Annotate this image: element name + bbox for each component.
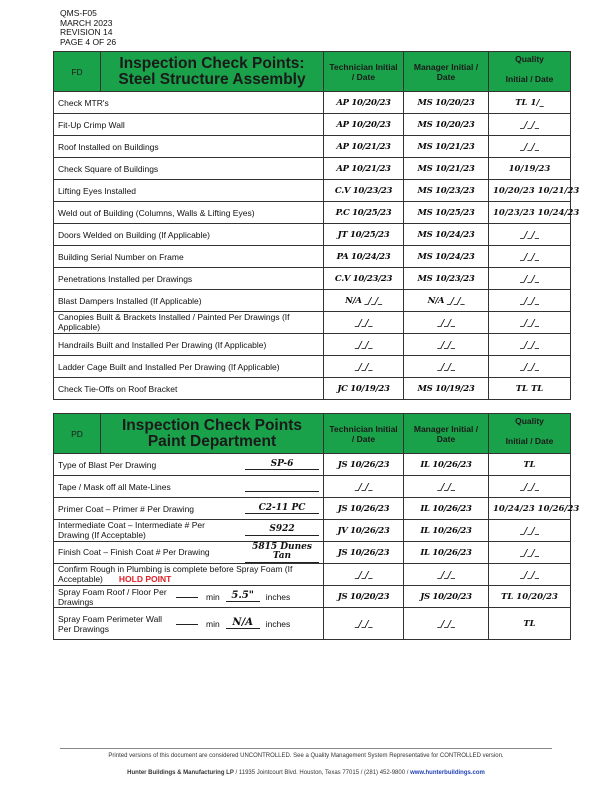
- paint-row-label: Intermediate Coat – Intermediate # Per Drawing (If Acceptable): [58, 520, 205, 540]
- footer-company: Hunter Buildings & Manufacturing LP: [127, 770, 234, 776]
- steel-row-manager: _/_/_: [404, 356, 489, 378]
- steel-row-manager: MS 10/20/23: [404, 92, 489, 114]
- steel-title-cell: [54, 52, 324, 92]
- steel-row: [54, 158, 571, 180]
- paint-row-quality: _/_/_: [489, 564, 571, 586]
- steel-row-quality: _/_/_: [489, 290, 571, 312]
- steel-row: [54, 268, 571, 290]
- steel-row: [54, 312, 571, 334]
- steel-row: [54, 224, 571, 246]
- footer-url: www.hunterbuildings.com: [410, 770, 485, 776]
- steel-row-label: Lifting Eyes Installed: [54, 180, 324, 202]
- paint-row-manager: _/_/_: [404, 564, 489, 586]
- steel-inspection-table: [53, 51, 580, 400]
- steel-row-technician: N/A _/_/_: [324, 290, 404, 312]
- min-label: min: [206, 618, 220, 629]
- steel-row-label: Canopies Built & Brackets Installed / Painted Per Drawings (If Applicable): [54, 312, 324, 334]
- paint-title-line1: Inspection Check Points: [121, 416, 302, 434]
- steel-row-manager: MS 10/21/23: [404, 158, 489, 180]
- steel-row-technician: JC 10/19/23: [324, 378, 404, 400]
- paint-col-technician: Technician Initial / Date: [324, 414, 404, 454]
- footer-divider: [60, 748, 552, 749]
- paint-row-label: Confirm Rough in Plumbing is complete before Spray Foam (If Acceptable): [58, 564, 293, 584]
- paint-row: [54, 520, 571, 542]
- steel-row-label: Roof Installed on Buildings: [54, 136, 324, 158]
- steel-row-label: Check Tie-Offs on Roof Bracket: [54, 378, 324, 400]
- paint-quality-top: Quality: [515, 416, 544, 426]
- steel-row-manager: MS 10/24/23: [404, 246, 489, 268]
- steel-row-label: Check MTR's: [54, 92, 324, 114]
- steel-row-quality: _/_/_: [489, 224, 571, 246]
- paint-row: [54, 542, 571, 564]
- paint-row-manager: IL 10/26/23: [404, 498, 489, 520]
- paint-row-label-cell: [54, 520, 324, 542]
- steel-row-technician: _/_/_: [324, 312, 404, 334]
- paint-row-manager: _/_/_: [404, 608, 489, 640]
- steel-col-quality: [489, 52, 571, 92]
- paint-row-label: Type of Blast Per Drawing: [58, 459, 157, 470]
- steel-quality-bottom: Initial / Date: [505, 74, 554, 84]
- paint-row-manager: IL 10/26/23: [404, 454, 489, 476]
- steel-row-label: Check Square of Buildings: [54, 158, 324, 180]
- paint-row-label: Tape / Mask off all Mate-Lines: [58, 481, 171, 492]
- paint-row: [54, 498, 571, 520]
- form-id: QMS-F05: [60, 8, 97, 18]
- min-blank-line: [176, 623, 198, 625]
- footer-notice: Printed versions of this document are considered UNCONTROLLED. See a Quality Management System Representative for CONTROLLED version.: [108, 753, 504, 759]
- paint-row-quality: _/_/_: [489, 542, 571, 564]
- paint-row-technician: JV 10/26/23: [324, 520, 404, 542]
- paint-quality-bottom: Initial / Date: [505, 436, 554, 446]
- steel-row-label: Blast Dampers Installed (If Applicable): [54, 290, 324, 312]
- steel-row: [54, 114, 571, 136]
- paint-row-label: Spray Foam Roof / Floor Per Drawings: [58, 586, 167, 607]
- steel-row-quality: _/_/_: [489, 312, 571, 334]
- steel-row-quality: TL 1/_: [489, 92, 571, 114]
- paint-row-label-cell: [54, 498, 324, 520]
- steel-row: [54, 356, 571, 378]
- drawing-value: C2-11 PC: [245, 503, 319, 514]
- paint-row: [54, 476, 571, 498]
- steel-row: [54, 246, 571, 268]
- unit-label: inches: [265, 618, 291, 629]
- footer-company-line: [0, 770, 612, 776]
- steel-title-line2: Steel Structure Assembly: [118, 70, 306, 88]
- steel-row-technician: AP 10/20/23: [324, 114, 404, 136]
- steel-row: [54, 378, 571, 400]
- document-header: [60, 9, 116, 47]
- steel-row-technician: AP 10/20/23: [324, 92, 404, 114]
- steel-row-technician: P.C 10/25/23: [324, 202, 404, 224]
- paint-row-technician: _/_/_: [324, 608, 404, 640]
- paint-row: [54, 564, 571, 586]
- paint-row: [54, 586, 571, 608]
- steel-row: [54, 290, 571, 312]
- paint-title-cell: [54, 414, 324, 454]
- steel-row-label: Doors Welded on Building (If Applicable): [54, 224, 324, 246]
- steel-row-label: Fit-Up Crimp Wall: [54, 114, 324, 136]
- paint-row-label: Finish Coat – Finish Coat # Per Drawing: [58, 546, 210, 557]
- hold-point-label: HOLD POINT: [118, 573, 172, 584]
- steel-row: [54, 334, 571, 356]
- steel-row-manager: MS 10/24/23: [404, 224, 489, 246]
- paint-row-manager: _/_/_: [404, 476, 489, 498]
- paint-row: [54, 454, 571, 476]
- steel-row-quality: TL TL: [489, 378, 571, 400]
- steel-row-manager: _/_/_: [404, 312, 489, 334]
- steel-dept-code: FD: [54, 52, 101, 91]
- paint-row-quality: 10/24/23 10/26/23: [489, 498, 571, 520]
- paint-row-technician: JS 10/20/23: [324, 586, 404, 608]
- paint-row-technician: JS 10/26/23: [324, 542, 404, 564]
- paint-row-label-cell: [54, 542, 324, 564]
- steel-row: [54, 180, 571, 202]
- steel-row-quality: _/_/_: [489, 268, 571, 290]
- steel-row-technician: _/_/_: [324, 356, 404, 378]
- steel-row-quality: 10/20/23 10/21/23: [489, 180, 571, 202]
- paint-col-quality: [489, 414, 571, 454]
- paint-title-line2: Paint Department: [147, 432, 277, 450]
- paint-row-manager: JS 10/20/23: [404, 586, 489, 608]
- steel-row-quality: 10/19/23: [489, 158, 571, 180]
- steel-row-manager: MS 10/20/23: [404, 114, 489, 136]
- paint-row-technician: _/_/_: [324, 476, 404, 498]
- paint-row-quality: TL: [489, 608, 571, 640]
- unit-label: inches: [265, 591, 291, 602]
- drawing-value: SP-6: [245, 459, 319, 470]
- steel-row-technician: AP 10/21/23: [324, 136, 404, 158]
- paint-row-technician: JS 10/26/23: [324, 454, 404, 476]
- paint-col-manager: Manager Initial / Date: [404, 414, 489, 454]
- steel-quality-top: Quality: [515, 54, 544, 64]
- steel-row-manager: MS 10/23/23: [404, 180, 489, 202]
- paint-row-quality: _/_/_: [489, 476, 571, 498]
- form-revision: REVISION 14: [60, 27, 113, 38]
- paint-row-label: Spray Foam Perimeter Wall Per Drawings: [58, 613, 163, 634]
- steel-row-manager: MS 10/23/23: [404, 268, 489, 290]
- steel-header-row: [54, 52, 571, 92]
- steel-row-label: Ladder Cage Built and Installed Per Drawing (If Applicable): [54, 356, 324, 378]
- steel-row-quality: _/_/_: [489, 136, 571, 158]
- paint-row-quality: TL: [489, 454, 571, 476]
- min-blank-line: [176, 596, 198, 598]
- paint-row-technician: JS 10/26/23: [324, 498, 404, 520]
- steel-row-quality: _/_/_: [489, 356, 571, 378]
- steel-row-manager: _/_/_: [404, 334, 489, 356]
- steel-row-manager: N/A _/_/_: [404, 290, 489, 312]
- paint-row-manager: IL 10/26/23: [404, 542, 489, 564]
- steel-row-quality: _/_/_: [489, 114, 571, 136]
- steel-row: [54, 136, 571, 158]
- drawing-value: 5815 Dunes Tan: [245, 543, 319, 563]
- steel-row: [54, 92, 571, 114]
- min-value: N/A: [226, 618, 260, 629]
- steel-row-label: Weld out of Building (Columns, Walls & Lifting Eyes): [54, 202, 324, 224]
- paint-row-label-cell: [54, 476, 324, 498]
- steel-row-technician: JT 10/25/23: [324, 224, 404, 246]
- paint-row-manager: IL 10/26/23: [404, 520, 489, 542]
- footer-address: / 11935 Jointcourt Blvd. Houston, Texas 77015 / (281) 452-9800 /: [235, 770, 409, 776]
- drawing-value: S922: [245, 525, 319, 536]
- steel-row-label: Building Serial Number on Frame: [54, 246, 324, 268]
- paint-row-technician: _/_/_: [324, 564, 404, 586]
- steel-row-manager: MS 10/19/23: [404, 378, 489, 400]
- steel-row-manager: MS 10/21/23: [404, 136, 489, 158]
- paint-row-quality: TL 10/20/23: [489, 586, 571, 608]
- paint-row-quality: _/_/_: [489, 520, 571, 542]
- paint-row-label-cell: [54, 586, 324, 608]
- paint-row-label-cell: [54, 564, 324, 586]
- paint-row-label: Primer Coat – Primer # Per Drawing: [58, 503, 195, 514]
- paint-row: [54, 608, 571, 640]
- paint-header-row: [54, 414, 571, 454]
- steel-row-label: Penetrations Installed per Drawings: [54, 268, 324, 290]
- steel-row-technician: C.V 10/23/23: [324, 180, 404, 202]
- steel-row-technician: AP 10/21/23: [324, 158, 404, 180]
- form-date: MARCH 2023: [60, 17, 113, 28]
- steel-row-quality: _/_/_: [489, 334, 571, 356]
- paint-inspection-table: [53, 413, 580, 640]
- drawing-value: [245, 481, 319, 492]
- page-number: PAGE 4 OF 26: [60, 36, 117, 47]
- steel-row-technician: C.V 10/23/23: [324, 268, 404, 290]
- steel-row-label: Handrails Built and Installed Per Drawing (If Applicable): [54, 334, 324, 356]
- steel-col-technician: Technician Initial / Date: [324, 52, 404, 92]
- paint-row-label-cell: [54, 454, 324, 476]
- steel-row-technician: _/_/_: [324, 334, 404, 356]
- min-label: min: [206, 591, 220, 602]
- steel-row-quality: _/_/_: [489, 246, 571, 268]
- steel-row-technician: PA 10/24/23: [324, 246, 404, 268]
- paint-dept-code: PD: [54, 414, 101, 453]
- steel-col-manager: Manager Initial / Date: [404, 52, 489, 92]
- min-value: 5.5": [226, 591, 260, 602]
- paint-row-label-cell: [54, 608, 324, 640]
- steel-row: [54, 202, 571, 224]
- steel-row-quality: 10/23/23 10/24/23: [489, 202, 571, 224]
- steel-title-line1: Inspection Check Points:: [119, 54, 305, 72]
- steel-row-manager: MS 10/25/23: [404, 202, 489, 224]
